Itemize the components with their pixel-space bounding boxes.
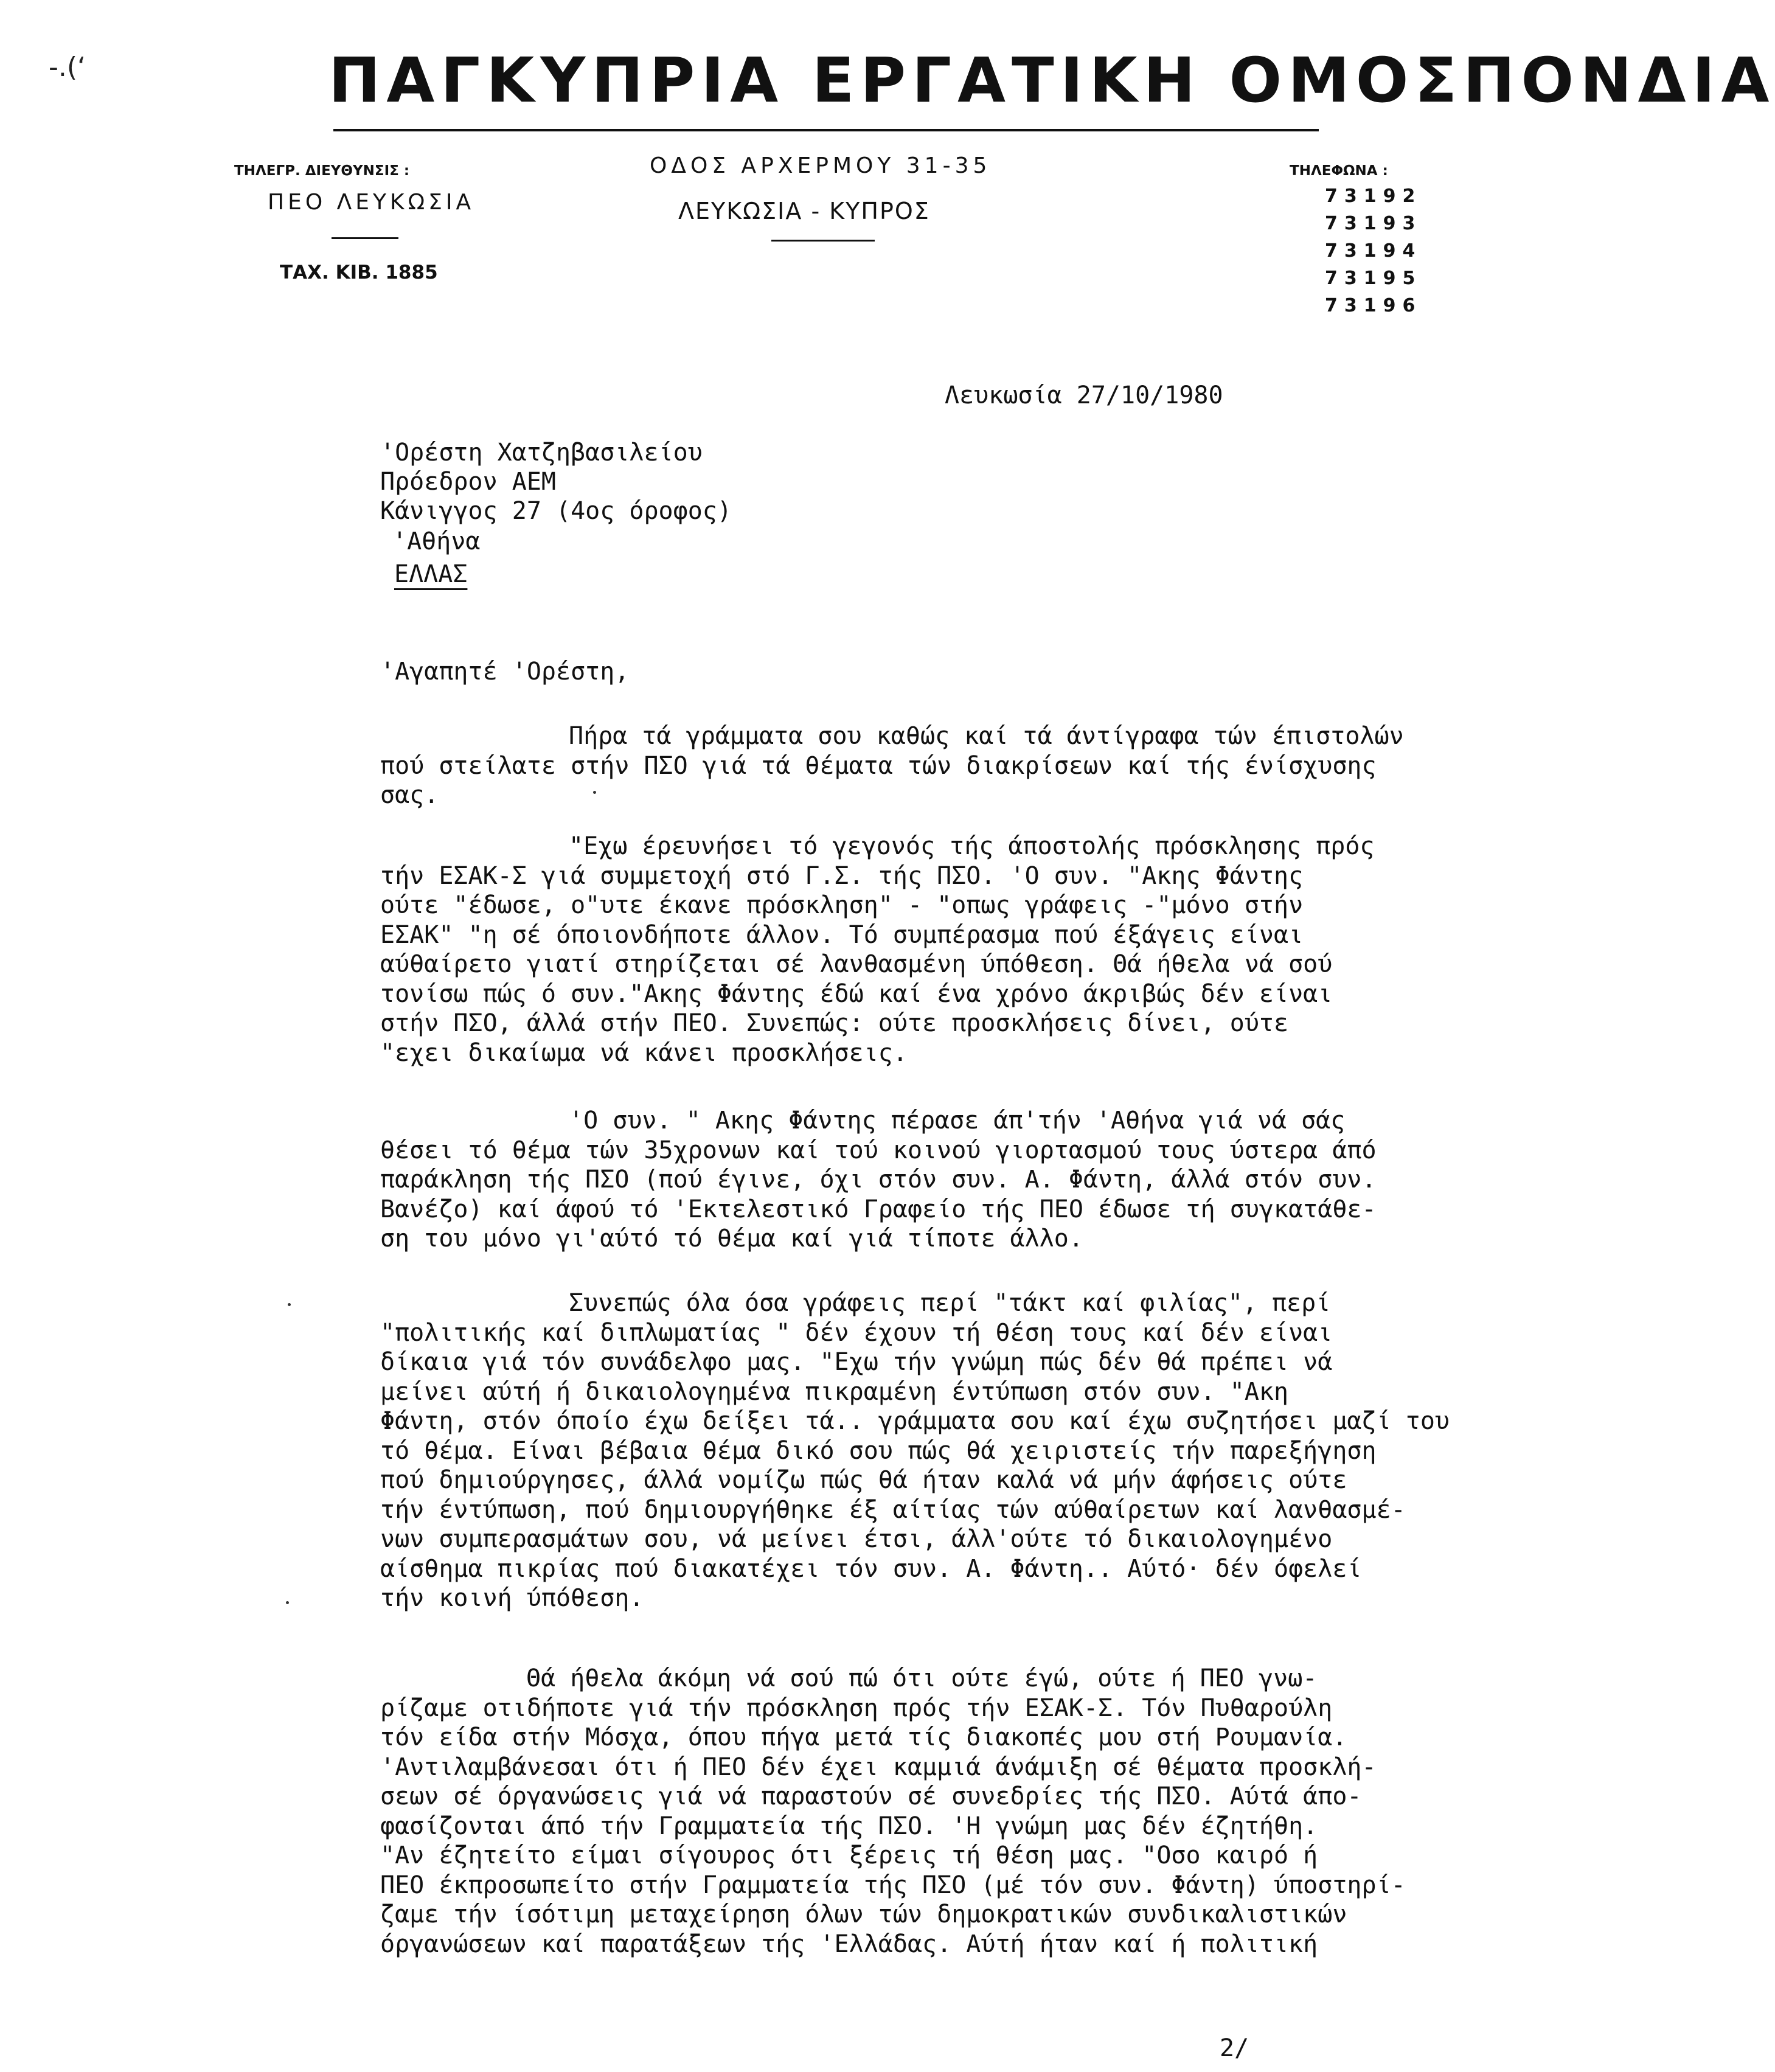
body-paragraph-3 bbox=[380, 1106, 1377, 1254]
stray-dot bbox=[593, 791, 596, 794]
corner-mark: -.(‘ bbox=[49, 52, 86, 83]
paragraph-line: Συνεπώς όλα όσα γράφεις περί "τάκτ καί φιλίας", περί bbox=[569, 1289, 1331, 1317]
phone-number: 73193 bbox=[1325, 213, 1422, 234]
paragraph-line: τό θέμα. Είναι βέβαια θέμα δικό σου πώς θά χειριστείς τήν παρεξήγηση bbox=[380, 1436, 1377, 1465]
street-address: ΟΔΟΣ ΑΡΧΕΡΜΟΥ 31-35 bbox=[650, 153, 992, 178]
city-country: ΛΕΥΚΩΣΙΑ - ΚΥΠΡΟΣ bbox=[678, 198, 930, 224]
paragraph-line: ρίζαμε οτιδήποτε γιά τήν πρόσκληση πρός τήν ΕΣΑΚ-Σ. Τόν Πυθαρούλη bbox=[380, 1694, 1333, 1722]
body-paragraph-2 bbox=[380, 832, 1375, 1068]
paragraph-line: ΠΕΟ έκπροσωπείτο στήν Γραμματεία τής ΠΣΟ (μέ τόν συν. Φάντη) ύποστηρί- bbox=[380, 1871, 1406, 1899]
paragraph-line: παράκληση τής ΠΣΟ (πού έγινε, όχι στόν συν. Α. Φάντη, άλλά στόν συν. bbox=[380, 1166, 1377, 1194]
paragraph-line: σεων σέ όργανώσεις γιά νά παραστούν σέ συνεδρίες τής ΠΣΟ. Αύτά άπο- bbox=[380, 1782, 1362, 1810]
paragraph-line: "Αν έζητείτο είμαι σίγουρος ότι ξέρεις τή θέση μας. "Οσο καιρό ή bbox=[380, 1841, 1318, 1869]
phone-number: 73194 bbox=[1325, 240, 1422, 262]
organization-title: ΠΑΓΚΥΠΡΙΑ ΕΡΓΑΤΙΚΗ ΟΜΟΣΠΟΝΔΙΑ bbox=[328, 44, 1775, 117]
recipient-title: Πρόεδρον ΑΕΜ bbox=[380, 468, 556, 496]
paragraph-line: τονίσω πώς ό συν."Ακης Φάντης έδώ καί ένα χρόνο άκριβώς δέν είναι bbox=[380, 979, 1333, 1008]
paragraph-line: τόν είδα στήν Μόσχα, όπου πήγα μετά τίς διακοπές μου στή Ρουμανία. bbox=[380, 1723, 1347, 1751]
paragraph-line: θέσει τό θέμα τών 35χρονων καί τού κοινού γιορτασμού τους ύστερα άπό bbox=[380, 1136, 1377, 1164]
paragraph-line: 'Αντιλαμβάνεσαι ότι ή ΠΕΟ δέν έχει καμμιά άνάμιξη σέ θέματα προσκλή- bbox=[380, 1753, 1377, 1781]
paragraph-line: τήν ΕΣΑΚ-Σ γιά συμμετοχή στό Γ.Σ. τής ΠΣΟ. 'Ο συν. "Ακης Φάντης bbox=[380, 861, 1304, 890]
paragraph-line: ζαμε τήν ίσότιμη μεταχείρηση όλων τών δημοκρατικών συνδικαλιστικών bbox=[380, 1900, 1347, 1928]
paragraph-line: όργανώσεων καί παρατάξεων τής 'Ελλάδας. Αύτή ήταν καί ή πολιτική bbox=[380, 1930, 1318, 1958]
paragraph-line: ΕΣΑΚ" "η σέ όποιονδήποτε άλλον. Τό συμπέρασμα πού έξάγεις είναι bbox=[380, 920, 1304, 949]
phone-number: 73196 bbox=[1325, 295, 1422, 316]
recipient-country: ΕΛΛΑΣ bbox=[394, 560, 468, 588]
letterhead-rule bbox=[333, 129, 1319, 131]
body-paragraph-4 bbox=[380, 1288, 1450, 1613]
margin-dot bbox=[286, 1601, 289, 1604]
body-paragraph-5 bbox=[380, 1664, 1406, 1959]
paragraph-line: στήν ΠΣΟ, άλλά στήν ΠΕΟ. Συνεπώς: ούτε προσκλήσεις δίνει, ούτε bbox=[380, 1009, 1289, 1037]
phone-number: 73195 bbox=[1325, 268, 1422, 289]
recipient-city: 'Αθήνα bbox=[392, 527, 481, 555]
paragraph-line: ούτε "έδωσε, ο"υτε έκανε πρόσκληση" - "οπως γράφεις -"μόνο στήν bbox=[380, 891, 1304, 919]
paragraph-line: "πολιτικής καί διπλωματίας " δέν έχουν τή θέση τους καί δέν είναι bbox=[380, 1318, 1333, 1347]
margin-dot bbox=[288, 1303, 291, 1306]
paragraph-line: "Εχω έρευνήσει τό γεγονός τής άποστολής πρόσκλησης πρός bbox=[569, 832, 1375, 860]
paragraph-line: πού δημιούργησες, άλλά νομίζω πώς θά ήταν καλά νά μήν άφήσεις ούτε bbox=[380, 1466, 1347, 1494]
paragraph-line: αύθαίρετο γιατί στηρίζεται σέ λανθασμένη ύπόθεση. Θά ήθελα νά σού bbox=[380, 950, 1333, 978]
paragraph-line: μείνει αύτή ή δικαιολογημένα πικραμένη έντύπωση στόν συν. "Ακη bbox=[380, 1377, 1289, 1406]
phone-number: 73192 bbox=[1325, 186, 1422, 207]
paragraph-line: "εχει δικαίωμα νά κάνει προσκλήσεις. bbox=[380, 1038, 908, 1067]
paragraph-line: νων συμπερασμάτων σου, νά μείνει έτσι, άλλ'ούτε τό δικαιολογημένο bbox=[380, 1525, 1333, 1553]
date-line: Λευκωσία 27/10/1980 bbox=[945, 381, 1223, 409]
paragraph-line: Βανέζο) καί άφού τό 'Εκτελεστικό Γραφείο τής ΠΕΟ έδωσε τή συγκατάθε- bbox=[380, 1195, 1377, 1223]
page-continuation: 2/ bbox=[1220, 2034, 1249, 2062]
paragraph-line: Θά ήθελα άκόμη νά σού πώ ότι ούτε έγώ, ούτε ή ΠΕΟ γνω- bbox=[526, 1664, 1318, 1692]
paragraph-line: Πήρα τά γράμματα σου καθώς καί τά άντίγραφα τών έπιστολών bbox=[569, 722, 1404, 750]
paragraph-line: δίκαια γιά τόν συνάδελφο μας. "Εχω τήν γνώμη πώς δέν θά πρέπει νά bbox=[380, 1348, 1333, 1376]
telegraph-label: ΤΗΛΕΓΡ. ΔΙΕΥΘΥΝΣΙΣ : bbox=[234, 163, 410, 179]
paragraph-line: πού στείλατε στήν ΠΣΟ γιά τά θέματα τών διακρίσεων καί τής ένίσχυσης bbox=[380, 751, 1377, 780]
phone-list bbox=[1325, 183, 1422, 319]
paragraph-line: φασίζονται άπό τήν Γραμματεία τής ΠΣΟ. 'Η γνώμη μας δέν έζητήθη. bbox=[380, 1812, 1318, 1840]
recipient-name: 'Ορέστη Χατζηβασιλείου bbox=[380, 439, 703, 467]
paragraph-line: ση του μόνο γι'αύτό τό θέμα καί γιά τίποτε άλλο. bbox=[380, 1225, 1083, 1253]
telegraph-address: ΠΕΟ ΛΕΥΚΩΣΙΑ bbox=[268, 190, 475, 215]
paragraph-line: τήν κοινή ύπόθεση. bbox=[380, 1584, 644, 1612]
salutation: 'Αγαπητέ 'Ορέστη, bbox=[380, 658, 630, 686]
recipient-street: Κάνιγγος 27 (4ος όροφος) bbox=[380, 497, 732, 525]
paragraph-line: Φάντη, στόν όποίο έχω δείξει τά.. γράμματα σου καί έχω συζητήσει μαζί του bbox=[380, 1407, 1450, 1435]
paragraph-line: 'Ο συν. " Ακης Φάντης πέρασε άπ'τήν 'Αθήνα γιά νά σάς bbox=[569, 1107, 1346, 1135]
telegraph-divider bbox=[332, 237, 398, 239]
phones-label: ΤΗΛΕΦΩΝΑ : bbox=[1290, 163, 1388, 179]
paragraph-line: αίσθημα πικρίας πού διακατέχει τόν συν. Α. Φάντη.. Αύτό· δέν όφελεί bbox=[380, 1554, 1362, 1583]
po-box: ΤΑΧ. ΚΙΒ. 1885 bbox=[280, 262, 438, 283]
paragraph-line: σας. bbox=[380, 781, 439, 809]
body-paragraph-1 bbox=[380, 721, 1404, 810]
paragraph-line: τήν έντύπωση, πού δημιουργήθηκε έξ αίτίας τών αύθαίρετων καί λανθασμέ- bbox=[380, 1495, 1406, 1524]
address-divider bbox=[771, 240, 875, 242]
